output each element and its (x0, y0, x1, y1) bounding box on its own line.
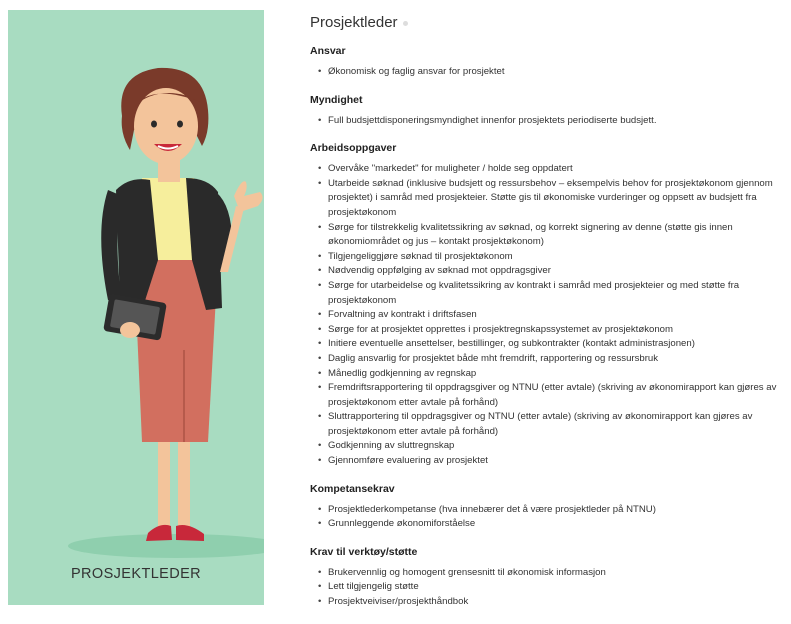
page-title: Prosjektleder (310, 14, 780, 31)
list-item: • Tilgjengeliggjøre søknad til prosjektøkonom (318, 250, 780, 265)
list-item: • Fremdriftsrapportering til oppdragsgiver og NTNU (etter avtale) (skriving av økonomirapport kan gjøres av prosjektøkonom etter avtale på forhånd) (318, 381, 780, 410)
right-eye (177, 121, 183, 128)
list-item: • Sørge for tilstrekkelig kvalitetssikring av søknad, og korrekt signering av denne (støtte gis innen økonomiområdet og jus – kontakt prosjektøkonom) (318, 221, 780, 250)
list-item: • Brukervennlig og homogent grensesnitt til økonomisk informasjon (318, 566, 780, 581)
bullet-list (310, 162, 780, 468)
list-item: • Overvåke "markedet" for muligheter / holde seg oppdatert (318, 162, 780, 177)
bullet-list (310, 65, 780, 80)
face (134, 88, 198, 164)
list-item: • Utarbeide søknad (inklusive budsjett og ressursbehov – eksempelvis behov for prosjektøkonom gjennom prosjektet) i samråd med prosjekteier. Støtte gis til økonomiske vurderinger og oppsett av budsjett fra prosjektøkonom (318, 177, 780, 221)
list-item: • Gjennomføre evaluering av prosjektet (318, 454, 780, 469)
bullet-list (310, 114, 780, 129)
list-item: • Månedlig godkjenning av regnskap (318, 367, 780, 382)
project-manager-illustration (8, 10, 264, 605)
list-item: • Nødvendig oppfølging av søknad mot oppdragsgiver (318, 264, 780, 279)
section-myndighet (310, 94, 780, 129)
section-ansvar (310, 45, 780, 80)
list-item: • Lett tilgjengelig støtte (318, 580, 780, 595)
list-item: • Sørge for at prosjektet opprettes i prosjektregnskapssystemet av prosjektøkonom (318, 323, 780, 338)
list-item: • Godkjenning av sluttregnskap (318, 439, 780, 454)
edit-indicator-icon (403, 21, 408, 26)
role-description (310, 14, 780, 624)
list-item: • Sørge for utarbeidelse og kvalitetssikring av kontrakt i samråd med prosjekteier og med støtte fra prosjektøkonom (318, 279, 780, 308)
section-heading: Kompetansekrav (310, 482, 395, 495)
illustration-caption: PROSJEKTLEDER (70, 566, 202, 582)
section-heading: Krav til verktøy/støtte (310, 545, 418, 558)
section-arbeidsoppgaver (310, 142, 780, 468)
list-item: • Full budsjettdisponeringsmyndighet innenfor prosjektets periodiserte budsjett. (318, 114, 780, 129)
section-heading: Arbeidsoppgaver (310, 142, 397, 155)
waving-hand (234, 181, 263, 212)
right-shoe (176, 525, 204, 541)
list-item: • Økonomisk og faglig ansvar for prosjektet (318, 65, 780, 80)
list-item: • Prosjektveiviser/prosjekthåndbok (318, 595, 780, 610)
list-item: • Initiere eventuelle ansettelser, bestillinger, og subkontrakter (kontakt administrasjonen) (318, 337, 780, 352)
section-heading: Myndighet (310, 93, 363, 106)
right-leg (178, 430, 190, 530)
list-item: • Prosjektlederkompetanse (hva innebærer det å være prosjektleder på NTNU) (318, 503, 780, 518)
illustration-panel (8, 10, 264, 605)
list-item: • Forvaltning av kontrakt i driftsfasen (318, 308, 780, 323)
left-leg (158, 430, 170, 530)
list-item: • Daglig ansvarlig for prosjektet både mht fremdrift, rapportering og ressursbruk (318, 352, 780, 367)
list-item: • Sluttrapportering til oppdragsgiver og NTNU (etter avtale) (skriving av økonomirapport kan gjøres av prosjektøkonom etter avtale på forhånd) (318, 410, 780, 439)
list-item: • Grunnleggende økonomiforståelse (318, 517, 780, 532)
left-hand (120, 322, 140, 338)
left-eye (151, 121, 157, 128)
left-shoe (146, 525, 172, 541)
section-heading: Ansvar (310, 45, 346, 57)
bullet-list (310, 503, 780, 532)
section-kompetansekrav (310, 483, 780, 532)
section-krav-til-verktoy (310, 546, 780, 610)
bullet-list (310, 566, 780, 610)
